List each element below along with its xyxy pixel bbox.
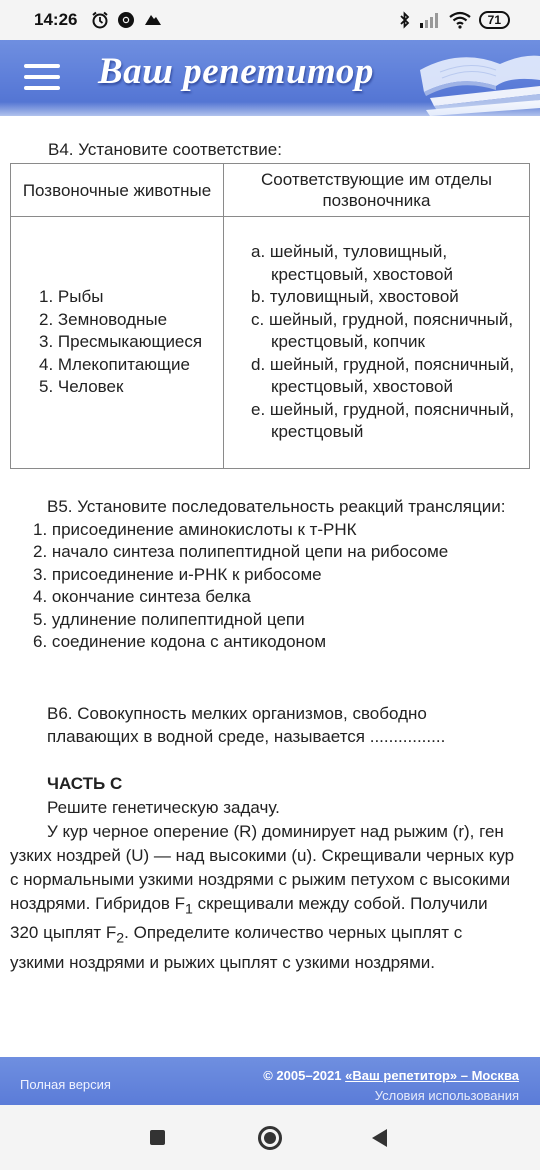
site-footer xyxy=(0,1057,540,1105)
list-item: d. шейный, грудной, поясничный, крестцовый, хвостовой xyxy=(251,354,515,397)
list-item: e. шейный, грудной, поясничный, крестцовый xyxy=(251,399,515,442)
animals-list xyxy=(12,286,222,399)
copyright: © 2005–2021 «Ваш репетитор» – Москва xyxy=(263,1068,519,1083)
list-item: 2. Земноводные xyxy=(39,309,168,329)
copyright-link[interactable]: «Ваш репетитор» – Москва xyxy=(345,1068,519,1083)
signal-icon xyxy=(419,11,441,29)
parts-cell xyxy=(224,217,530,469)
android-nav-bar xyxy=(0,1105,540,1170)
list-item: 5. Человек xyxy=(39,377,124,397)
part-c-heading: ЧАСТЬ С xyxy=(47,774,123,793)
triangle-back-icon[interactable] xyxy=(372,1129,387,1147)
matching-table xyxy=(10,163,530,469)
b5-title: В5. Установите последовательность реакций трансляции: xyxy=(47,497,506,516)
part-c-instruction: Решите генетическую задачу. xyxy=(47,798,280,817)
status-time: 14:26 xyxy=(34,10,78,29)
list-item: 3. Пресмыкающиеся xyxy=(39,332,203,352)
part-c-block xyxy=(10,772,520,975)
square-recents-icon[interactable] xyxy=(150,1130,165,1145)
site-logo[interactable]: Ваш репетитор xyxy=(98,51,374,92)
hamburger-menu-icon[interactable] xyxy=(24,62,60,92)
spine-parts-list xyxy=(225,241,528,444)
list-item: 3. присоединение и-РНК к рибосоме xyxy=(33,564,322,584)
col-header-animals: Позвоночные животные xyxy=(11,164,224,217)
list-item: 1. Рыбы xyxy=(39,287,104,307)
alarm-icon xyxy=(91,11,109,29)
list-item: 4. Млекопитающие xyxy=(39,354,190,374)
b4-title: В4. Установите соответствие: xyxy=(48,140,282,159)
terms-link[interactable]: Условия использования xyxy=(374,1088,519,1103)
list-item: 6. соединение кодона с антикодоном xyxy=(33,632,327,651)
circle-home-icon[interactable] xyxy=(258,1126,282,1150)
status-bar xyxy=(0,0,540,40)
battery-icon: 71 xyxy=(479,11,510,29)
list-item: c. шейный, грудной, поясничный, крестцовый, копчик xyxy=(251,309,514,352)
animals-cell xyxy=(11,217,224,469)
list-item: 1. присоединение аминокислоты к т-РНК xyxy=(33,519,357,539)
part-c-problem: У кур черное оперение (R) доминирует над рыжим (r), ген узких ноздрей (U) — над высокими (u). Скрещивали черных кур с нормальными узкими ноздрями с рыжим петухом с высокими ноздрями. Гибридов $F_1$ скрещивали между собой. Получили 320 цыплят $F_2$. Определите количество черных цыплят с узкими ноздрями и рыжих цыплят с узкими ноздрями. xyxy=(10,822,515,972)
full-version-link[interactable]: Полная версия xyxy=(20,1077,111,1092)
chrome-icon xyxy=(117,11,135,29)
list-item: 2. начало синтеза полипептидной цепи на рибосоме xyxy=(33,542,449,561)
b6-text: В6. Совокупность мелких организмов, свободно плавающих в водной среде, называется ................ xyxy=(47,704,446,746)
list-item: a. шейный, туловищный, крестцовый, хвостовой xyxy=(251,242,453,284)
list-item: 5. удлинение полипептидной цепи xyxy=(33,609,305,629)
wifi-icon xyxy=(449,11,471,29)
bluetooth-icon xyxy=(399,11,411,29)
list-item: b. туловищный, хвостовой xyxy=(251,287,459,307)
b5-list xyxy=(10,519,518,654)
cloud-icon xyxy=(143,11,163,29)
site-header xyxy=(0,40,540,116)
b5-block xyxy=(10,496,518,654)
list-item: 4. окончание синтеза белка xyxy=(33,587,251,606)
b6-block xyxy=(10,703,518,748)
col-header-parts: Соответствующие им отделы позвоночника xyxy=(224,164,530,217)
